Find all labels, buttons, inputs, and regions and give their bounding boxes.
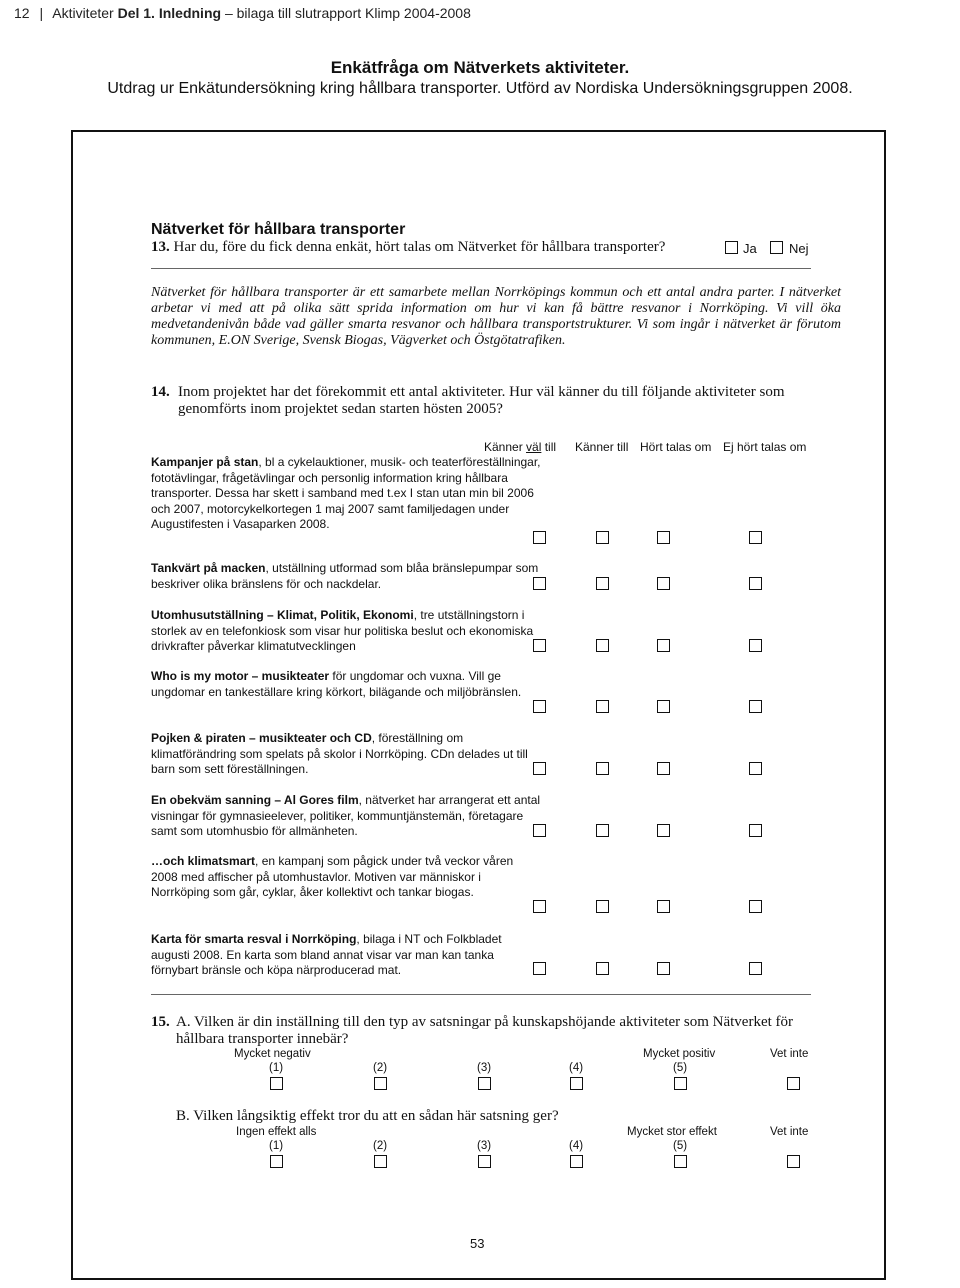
q15a-scale-number: (1)	[269, 1062, 284, 1074]
q13-number: 13.	[151, 239, 170, 255]
activity-checkbox-col4[interactable]	[749, 531, 762, 544]
q15a-scale-checkbox-3[interactable]	[478, 1077, 491, 1090]
q13-no-label: Nej	[789, 241, 809, 256]
document-title: Enkätfråga om Nätverkets aktiviteter.	[330, 58, 630, 77]
q15b-scale-checkbox-2[interactable]	[374, 1155, 387, 1168]
header-separator: |	[39, 5, 44, 21]
q13-yes-label: Ja	[743, 241, 757, 256]
activity-checkbox-col2[interactable]	[596, 962, 609, 975]
q15a-scale-number: (5)	[673, 1062, 688, 1074]
activity-item	[151, 608, 541, 655]
col-header-heard: Hört talas om	[640, 440, 712, 454]
q15a-dontknow-checkbox[interactable]	[787, 1077, 800, 1090]
document-subtitle: Utdrag ur Enkätundersökning kring hållbara transporter. Utförd av Nordiska Undersökningsgruppen 2008.	[107, 80, 853, 97]
q15b-low-label: Ingen effekt alls	[236, 1126, 317, 1138]
q13-no-checkbox[interactable]	[770, 241, 783, 254]
q15a-text: A. Vilken är din inställning till den typ av satsningar på kunskapshöjande aktiviteter som Nätverket för hållbara transporter innebär?	[176, 1014, 794, 1047]
activity-checkbox-col1[interactable]	[533, 962, 546, 975]
q15a-scale-number: (3)	[477, 1062, 492, 1074]
activity-title: …och klimatsmart	[151, 854, 256, 868]
activity-checkbox-col4[interactable]	[749, 577, 762, 590]
question-13	[151, 239, 665, 256]
activity-item	[151, 854, 541, 901]
col1-post: till	[541, 440, 557, 454]
activity-checkbox-col4[interactable]	[749, 824, 762, 837]
q13-yes-checkbox[interactable]	[725, 241, 738, 254]
activity-checkbox-col1[interactable]	[533, 762, 546, 775]
question-15b: B. Vilken långsiktig effekt tror du att en sådan här satsning ger?	[176, 1108, 559, 1124]
activity-title: En obekväm sanning – Al Gores film	[151, 793, 359, 807]
q15b-dontknow-label: Vet inte	[770, 1126, 809, 1138]
q15a-low-label: Mycket negativ	[234, 1048, 311, 1060]
activity-description: , tre utställningstorn i storlek av en telefonkiosk som visar hur politiska beslut och ekonomiska drivkrafter påverkar klimatutvecklingen	[151, 608, 534, 653]
activity-checkbox-col3[interactable]	[657, 962, 670, 975]
activity-description: , bl a cykelauktioner, musik- och teaterföreställningar, fototävlingar, frågetävlingar och personlig information kring hållbara transporter. Dessa har skett i samband med t.ex I stan utan min bil 2006 och 2007, motorcykelkortegen 1 maj 2007 samt familjedagen under Augustifesten i Vasaparken 2008.	[151, 455, 541, 531]
activity-title: Kampanjer på stan	[151, 455, 259, 469]
header-rest: – bilaga till slutrapport Klimp 2004-2008	[221, 5, 471, 21]
q15a-scale-checkbox-2[interactable]	[374, 1077, 387, 1090]
activity-description: , nätverket har arrangerat ett antal visningar för gymnasieelever, politiker, kommuntjänstemän, företagare samt som utomhusbio för allmänheten.	[151, 793, 541, 838]
q15a-scale-checkbox-5[interactable]	[674, 1077, 687, 1090]
activity-item	[151, 455, 541, 533]
q15b-scale-checkbox-4[interactable]	[570, 1155, 583, 1168]
q15-number: 15.	[151, 1014, 170, 1030]
activity-item	[151, 932, 541, 979]
q15b-scale-checkbox-5[interactable]	[674, 1155, 687, 1168]
divider	[151, 994, 811, 995]
activity-title: Utomhusutställning – Klimat, Politik, Ekonomi	[151, 608, 414, 622]
page-header	[14, 5, 471, 21]
activity-checkbox-col2[interactable]	[596, 900, 609, 913]
page-number: 53	[470, 1236, 485, 1251]
activity-description: , bilaga i NT och Folkbladet augusti 2008. En karta som bland annat visar var man kan tanka förnybart bränsle och köpa närproducerad mat.	[151, 932, 502, 977]
activity-checkbox-col2[interactable]	[596, 824, 609, 837]
col1-pre: Känner	[484, 440, 527, 454]
activity-title: Pojken & piraten – musikteater och CD	[151, 731, 372, 745]
activity-item	[151, 793, 541, 840]
q15b-scale-checkbox-3[interactable]	[478, 1155, 491, 1168]
section-title: Nätverket för hållbara transporter	[151, 221, 406, 238]
divider	[151, 268, 811, 269]
col-header-know-well	[484, 440, 556, 454]
q13-text: Har du, före du fick denna enkät, hört talas om Nätverket för hållbara transporter?	[173, 239, 666, 255]
q15a-scale-number: (4)	[569, 1062, 584, 1074]
activity-title: Karta för smarta resval i Norrköping	[151, 932, 357, 946]
activity-title: Who is my motor – musikteater	[151, 669, 330, 683]
activity-checkbox-col3[interactable]	[657, 639, 670, 652]
header-section: Aktiviteter	[52, 5, 114, 21]
header-page: 12	[14, 5, 30, 21]
q15a-scale-checkbox-4[interactable]	[570, 1077, 583, 1090]
activity-checkbox-col1[interactable]	[533, 900, 546, 913]
activity-checkbox-col2[interactable]	[596, 762, 609, 775]
activity-checkbox-col1[interactable]	[533, 639, 546, 652]
activity-description: , föreställning om klimatförändring som spelats på skolor i Norrköping. CDn delades ut till barn som sett föreställningen.	[151, 731, 528, 776]
header-part: Del 1. Inledning	[117, 5, 222, 21]
activity-checkbox-col3[interactable]	[657, 700, 670, 713]
activity-checkbox-col1[interactable]	[533, 577, 546, 590]
activity-checkbox-col1[interactable]	[533, 700, 546, 713]
activity-checkbox-col1[interactable]	[533, 824, 546, 837]
col-header-not-heard: Ej hört talas om	[723, 440, 807, 454]
col1-underline: väl	[526, 440, 542, 454]
activity-checkbox-col4[interactable]	[749, 900, 762, 913]
question-14	[151, 384, 841, 418]
activity-checkbox-col3[interactable]	[657, 531, 670, 544]
activity-checkbox-col4[interactable]	[749, 639, 762, 652]
activity-title: Tankvärt på macken	[151, 561, 266, 575]
activity-checkbox-col3[interactable]	[657, 824, 670, 837]
activity-checkbox-col3[interactable]	[657, 762, 670, 775]
q15b-scale-number: (4)	[569, 1140, 584, 1152]
activity-description: , utställning utformad som blåa bränslepumpar som beskriver olika bränslens för och nackdelar.	[151, 561, 539, 591]
q15b-dontknow-checkbox[interactable]	[787, 1155, 800, 1168]
q15b-scale-number: (1)	[269, 1140, 284, 1152]
activity-checkbox-col3[interactable]	[657, 900, 670, 913]
q15a-high-label: Mycket positiv	[643, 1048, 716, 1060]
q15b-scale-number: (3)	[477, 1140, 492, 1152]
intro-paragraph: Nätverket för hållbara transporter är ett samarbete mellan Norrköpings kommun och ett antal andra parter. I nätverket arbetar vi med att på olika sätt sprida information om hur vi kan få bättre resvanor i Norrköping. Vi vill öka medvetandenivån både vad gäller smarta resvanor och hållbara transportstrukturer. Vi som ingår i nätverket är förutom kommunen, E.ON Sverige, Svensk Biogas, Vägverket och Östgötatrafiken.	[151, 285, 841, 348]
activity-item	[151, 561, 541, 592]
activity-item	[151, 669, 541, 700]
activity-checkbox-col2[interactable]	[596, 577, 609, 590]
activity-description: för ungdomar och vuxna. Vill ge ungdomar en tankeställare kring körkort, bilägande och miljöbränslen.	[151, 669, 522, 699]
activity-checkbox-col2[interactable]	[596, 700, 609, 713]
question-15a	[151, 1014, 841, 1048]
activity-checkbox-col4[interactable]	[749, 762, 762, 775]
col-header-know: Känner till	[575, 440, 629, 454]
q14-number: 14.	[151, 384, 170, 400]
q15b-scale-checkbox-1[interactable]	[270, 1155, 283, 1168]
q15b-scale-number: (5)	[673, 1140, 688, 1152]
q15a-scale-checkbox-1[interactable]	[270, 1077, 283, 1090]
q15b-high-label: Mycket stor effekt	[627, 1126, 717, 1138]
activity-description: , en kampanj som pågick under två veckor våren 2008 med affischer på utomhustavlor. Motiven var människor i Norrköping som går, cyklar, åker kollektivt och tankar biogas.	[151, 854, 514, 899]
q15a-dontknow-label: Vet inte	[770, 1048, 809, 1060]
activity-checkbox-col1[interactable]	[533, 531, 546, 544]
q15a-scale-number: (2)	[373, 1062, 388, 1074]
activity-checkbox-col4[interactable]	[749, 700, 762, 713]
q15b-scale-number: (2)	[373, 1140, 388, 1152]
activity-item	[151, 731, 541, 778]
activity-checkbox-col4[interactable]	[749, 962, 762, 975]
q14-text: Inom projektet har det förekommit ett antal aktiviteter. Hur väl känner du till följande aktiviteter som genomförts inom projektet sedan starten hösten 2005?	[178, 384, 785, 417]
activity-checkbox-col3[interactable]	[657, 577, 670, 590]
activity-checkbox-col2[interactable]	[596, 531, 609, 544]
activity-checkbox-col2[interactable]	[596, 639, 609, 652]
